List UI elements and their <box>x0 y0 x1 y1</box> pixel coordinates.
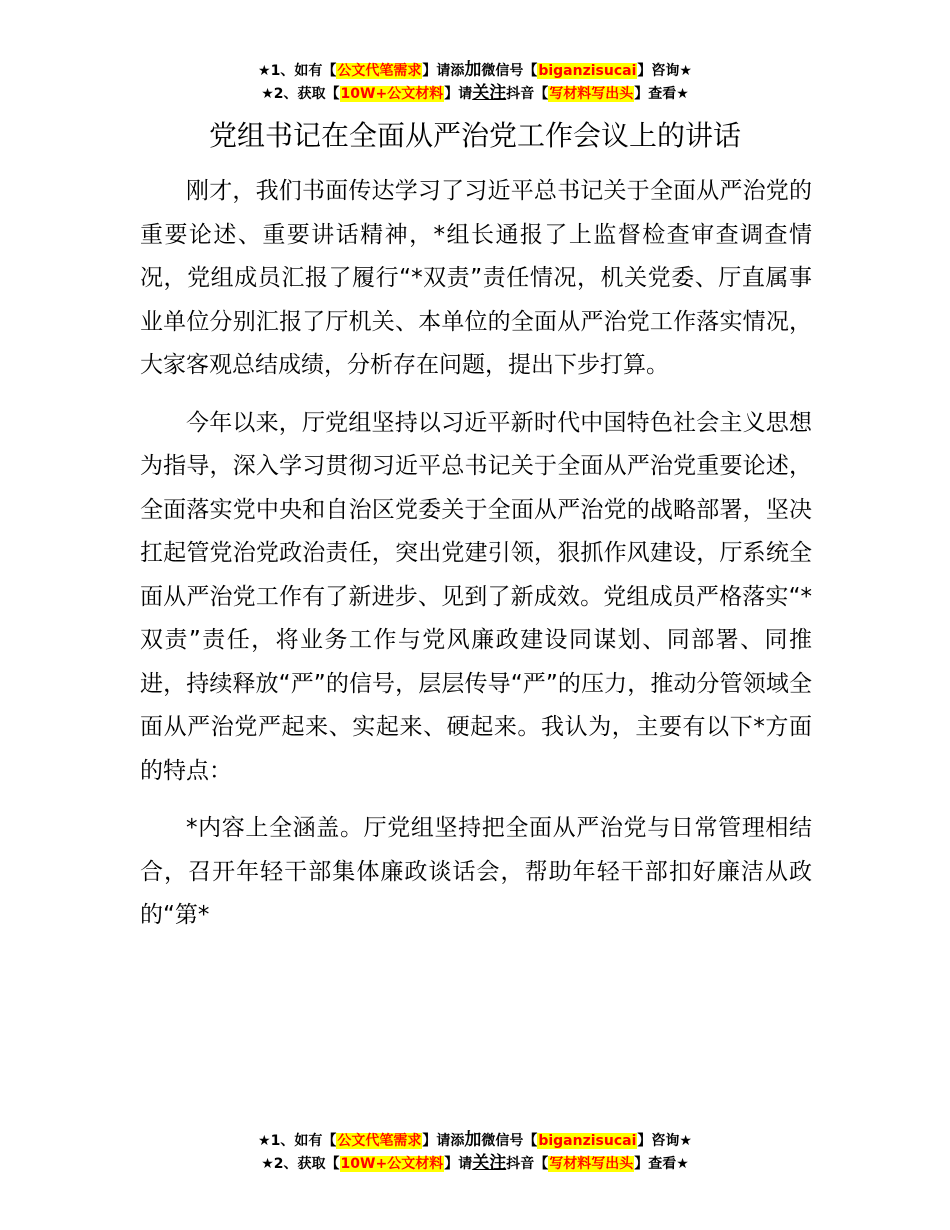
promo-line-2 <box>0 82 950 105</box>
highlight-service: 公文代笔需求 <box>337 1133 422 1149</box>
bracket: 【 <box>523 63 538 79</box>
document-title: 党组书记在全面从严治党工作会议上的讲话 <box>208 119 741 152</box>
highlight-service: 公文代笔需求 <box>337 63 422 79</box>
paragraph: 今年以来，厅党组坚持以习近平新时代中国特色社会主义思想为指导，深入学习贯彻习近平总书记关于全面从严治党重要论述，全面落实党中央和自治区党委关于全面从严治党的战略部署，坚决扛起管党治党政治责任，突出党建引领，狠抓作风建设，厅系统全面从严治党工作有了新进步、见到了新成效。党组成员严格落实“*双责”责任，将业务工作与党风廉政建设同谋划、同部署、同推进，持续释放“严”的信号，层层传导“严”的压力，推动分管领域全面从严治党严起来、实起来、硬起来。我认为，主要有以下*方面的特点： <box>140 409 812 784</box>
star-icon: ★ <box>258 1133 271 1149</box>
promo-text-underlined: 关注 <box>472 1153 507 1173</box>
bracket: 【 <box>534 86 549 102</box>
promo-text-large: 加 <box>464 60 482 80</box>
highlight-wechat-id: biganzisucai <box>538 1133 637 1149</box>
paragraph: 刚才，我们书面传达学习了习近平总书记关于全面从严治党的重要论述、重要讲话精神，*组长通报了上监督检查审查调查情况，党组成员汇报了履行“*双责”责任情况，机关党委、厅直属事业单位分别汇报了厅机关、本单位的全面从严治党工作落实情况，大家客观总结成绩，分析存在问题，提出下步打算。 <box>140 178 812 378</box>
promo-text: 抖音 <box>506 1156 535 1172</box>
promo-line-1 <box>0 59 950 82</box>
promo-text: 请添 <box>436 63 465 79</box>
bracket: 】 <box>422 1133 437 1149</box>
promo-banner-top <box>0 59 950 105</box>
bracket: 】 <box>637 1133 652 1149</box>
promo-text-large: 加 <box>464 1130 482 1150</box>
promo-text: 查看★ <box>648 86 689 102</box>
bracket: 【 <box>322 63 337 79</box>
promo-line-2 <box>0 1152 950 1175</box>
promo-text: 请 <box>458 86 473 102</box>
star-icon: ★ <box>258 63 271 79</box>
paragraph: *内容上全涵盖。厅党组坚持把全面从严治党与日常管理相结合，召开年轻干部集体廉政谈话会，帮助年轻干部扣好廉洁从政的“第* <box>140 815 812 928</box>
bracket: 】 <box>444 1156 459 1172</box>
bracket: 】 <box>634 1156 649 1172</box>
highlight-douyin-account: 写材料写出头 <box>549 1156 634 1172</box>
promo-text: 微信号 <box>481 1133 524 1149</box>
promo-text: 咨询★ <box>651 63 692 79</box>
bracket: 】 <box>444 86 459 102</box>
document-body <box>140 170 812 952</box>
promo-line-1 <box>0 1129 950 1152</box>
highlight-materials: 10W+公文材料 <box>340 86 444 102</box>
promo-text: 查看★ <box>648 1156 689 1172</box>
bracket: 】 <box>634 86 649 102</box>
promo-text: 请添 <box>436 1133 465 1149</box>
promo-text: 1、如有 <box>270 1133 323 1149</box>
promo-banner-bottom <box>0 1129 950 1175</box>
promo-text: 微信号 <box>481 63 524 79</box>
promo-text: 1、如有 <box>270 63 323 79</box>
highlight-douyin-account: 写材料写出头 <box>549 86 634 102</box>
bracket: 】 <box>422 63 437 79</box>
promo-text: 2、获取 <box>273 1156 326 1172</box>
bracket: 【 <box>534 1156 549 1172</box>
promo-text: 2、获取 <box>273 86 326 102</box>
promo-text-underlined: 关注 <box>472 83 507 103</box>
star-icon: ★ <box>261 86 274 102</box>
highlight-wechat-id: biganzisucai <box>538 63 637 79</box>
promo-text: 请 <box>458 1156 473 1172</box>
bracket: 【 <box>325 86 340 102</box>
bracket: 】 <box>637 63 652 79</box>
bracket: 【 <box>322 1133 337 1149</box>
bracket: 【 <box>325 1156 340 1172</box>
promo-text: 咨询★ <box>651 1133 692 1149</box>
highlight-materials: 10W+公文材料 <box>340 1156 444 1172</box>
star-icon: ★ <box>261 1156 274 1172</box>
bracket: 【 <box>523 1133 538 1149</box>
promo-text: 抖音 <box>506 86 535 102</box>
